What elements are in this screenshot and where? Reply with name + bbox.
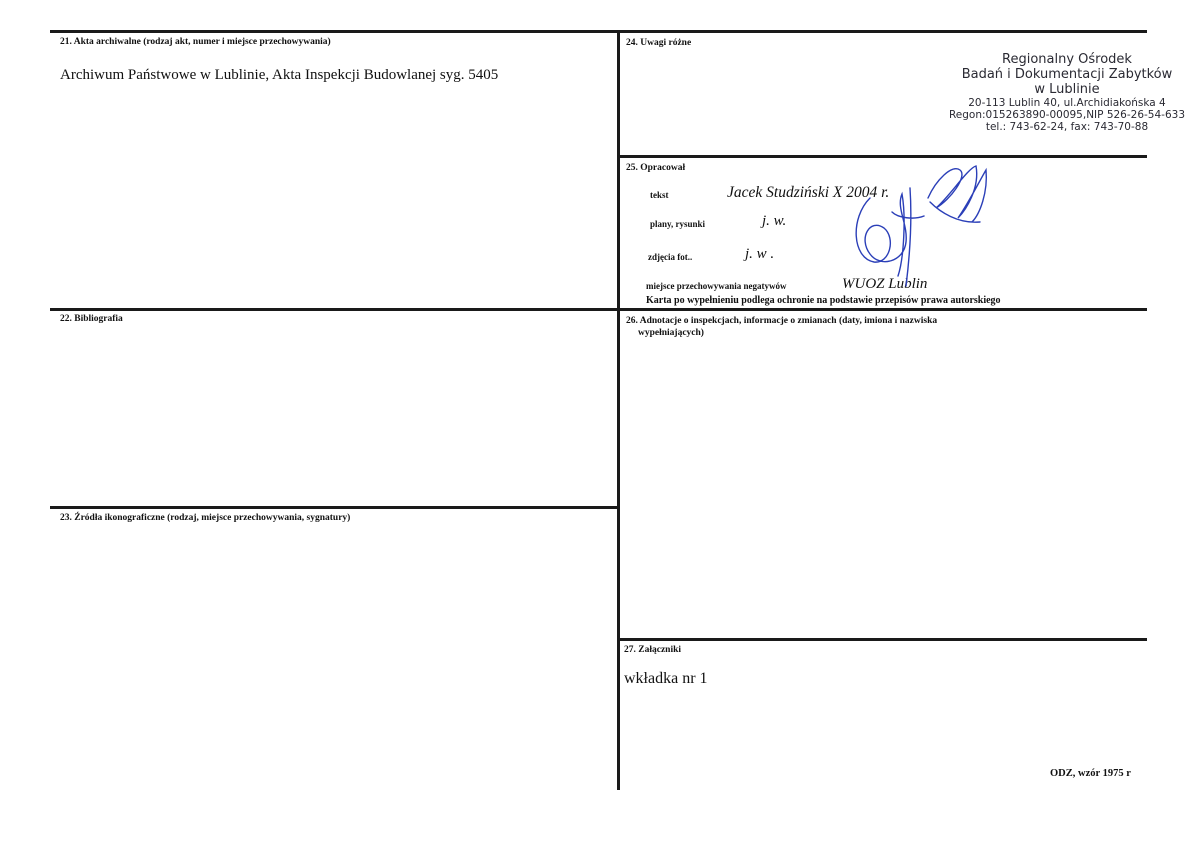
stamp-line-5: Regon:015263890-00095,NIP 526-26-54-633 bbox=[948, 109, 1185, 121]
section-22-label: 22. Bibliografia bbox=[60, 314, 123, 324]
signature-mark bbox=[840, 158, 1000, 298]
top-border-left bbox=[50, 30, 620, 33]
top-border-right bbox=[620, 30, 1147, 33]
form-code: ODZ, wzór 1975 r bbox=[1050, 768, 1131, 779]
institution-stamp bbox=[900, 52, 1185, 134]
section-26-label-line2: wypełniających) bbox=[638, 328, 704, 338]
plany-value: j. w. bbox=[762, 213, 787, 229]
divider-26-27 bbox=[620, 638, 1147, 641]
copyright-note: Karta po wypełnieniu podlega ochronie na podstawie przepisów prawa autorskiego bbox=[646, 295, 1001, 306]
tekst-value: Jacek Studziński X 2004 r. bbox=[727, 184, 890, 201]
section-21-value: Archiwum Państwowe w Lublinie, Akta Inspekcji Budowlanej syg. 5405 bbox=[60, 67, 499, 83]
section-26-label-line1: 26. Adnotacje o inspekcjach, informacje o zmianach (daty, imiona i nazwiska bbox=[626, 316, 938, 326]
section-23-label: 23. Źródła ikonograficzne (rodzaj, miejsce przechowywania, sygnatury) bbox=[60, 513, 351, 523]
section-21-label: 21. Akta archiwalne (rodzaj akt, numer i miejsce przechowywania) bbox=[60, 37, 331, 47]
stamp-line-2: Badań i Dokumentacji Zabytków bbox=[961, 67, 1173, 82]
center-divider bbox=[617, 30, 620, 790]
stamp-line-1: Regionalny Ośrodek bbox=[1002, 52, 1132, 67]
zdjecia-label: zdjęcia fot.. bbox=[648, 252, 693, 262]
zdjecia-value: j. w . bbox=[745, 246, 775, 262]
section-24-label: 24. Uwagi różne bbox=[626, 38, 692, 48]
section-27-label: 27. Załączniki bbox=[624, 645, 682, 655]
negatywy-value: WUOZ Lublin bbox=[842, 276, 928, 292]
divider-21-22 bbox=[50, 308, 620, 311]
divider-25-26 bbox=[620, 308, 1147, 311]
section-27-value: wkładka nr 1 bbox=[624, 670, 708, 687]
stamp-line-4: 20-113 Lublin 40, ul.Archidiakońska 4 bbox=[968, 97, 1166, 109]
negatywy-label: miejsce przechowywania negatywów bbox=[646, 281, 787, 291]
tekst-label: tekst bbox=[650, 190, 669, 200]
stamp-line-3: w Lublinie bbox=[1034, 82, 1100, 97]
stamp-line-6: tel.: 743-62-24, fax: 743-70-88 bbox=[985, 121, 1149, 133]
plany-label: plany, rysunki bbox=[650, 219, 706, 229]
section-25-label: 25. Opracował bbox=[626, 163, 686, 173]
divider-22-23 bbox=[50, 506, 620, 509]
